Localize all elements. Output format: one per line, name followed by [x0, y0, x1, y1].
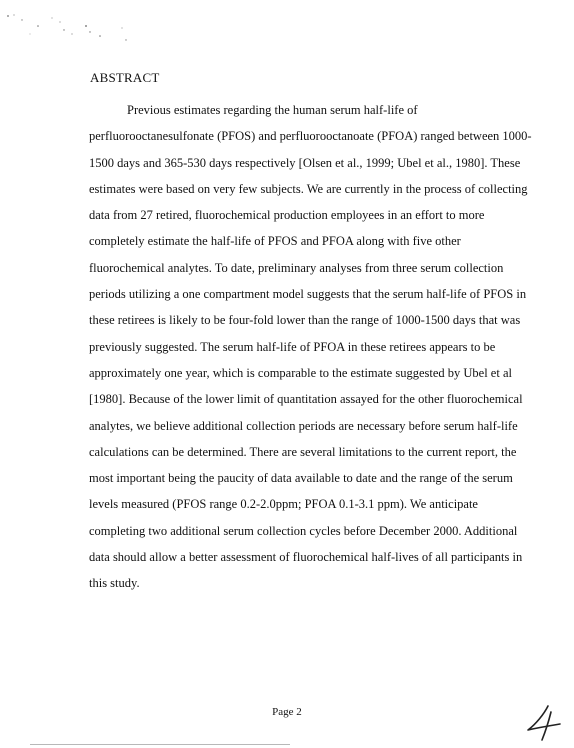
abstract-line: Previous estimates regarding the human serum half-life of — [127, 103, 418, 117]
abstract-line: previously suggested. The serum half-life of PFOA in these retirees appears to be — [89, 339, 496, 354]
abstract-paragraph — [89, 97, 532, 597]
abstract-heading: ABSTRACT — [90, 70, 160, 85]
abstract-line: this study. — [89, 576, 140, 591]
abstract-line: analytes, we believe additional collection periods are necessary before serum half-life — [89, 418, 518, 433]
abstract-line: estimates were based on very few subjects. We are currently in the process of collecting — [89, 181, 528, 196]
abstract-line: perfluorooctanesulfonate (PFOS) and perfluorooctanoate (PFOA) ranged between 1000- — [89, 129, 532, 144]
abstract-line: 1500 days and 365-530 days respectively [Olsen et al., 1999; Ubel et al., 1980]. These — [89, 155, 521, 170]
abstract-line: fluorochemical analytes. To date, preliminary analyses from three serum collection — [89, 260, 504, 275]
abstract-line: calculations can be determined. There are several limitations to the current report, the — [89, 444, 517, 459]
page-number: Page 2 — [272, 706, 302, 718]
abstract-line: most important being the paucity of data available to date and the range of the serum — [89, 471, 513, 486]
abstract-line: levels measured (PFOS range 0.2-2.0ppm; PFOA 0.1-3.1 ppm). We anticipate — [89, 497, 478, 512]
abstract-line: approximately one year, which is comparable to the estimate suggested by Ubel et al — [89, 365, 512, 380]
abstract-line: data from 27 retired, fluorochemical production employees in an effort to more — [89, 208, 485, 223]
abstract-line: completely estimate the half-life of PFOS and PFOA along with five other — [89, 234, 461, 249]
scan-specks — [4, 12, 144, 52]
abstract-line: completing two additional serum collection cycles before December 2000. Additional — [89, 523, 518, 538]
abstract-line: data should allow a better assessment of fluorochemical half-lives of all participants in — [89, 550, 523, 565]
abstract-line: [1980]. Because of the lower limit of quantitation assayed for the other fluorochemical — [89, 392, 523, 407]
scan-edge-line — [30, 744, 290, 745]
abstract-line: these retirees is likely to be four-fold lower than the range of 1000-1500 days that was — [89, 313, 521, 328]
abstract-line: periods utilizing a one compartment model suggests that the serum half-life of PFOS in — [89, 287, 527, 302]
handwritten-page-mark — [524, 704, 564, 742]
